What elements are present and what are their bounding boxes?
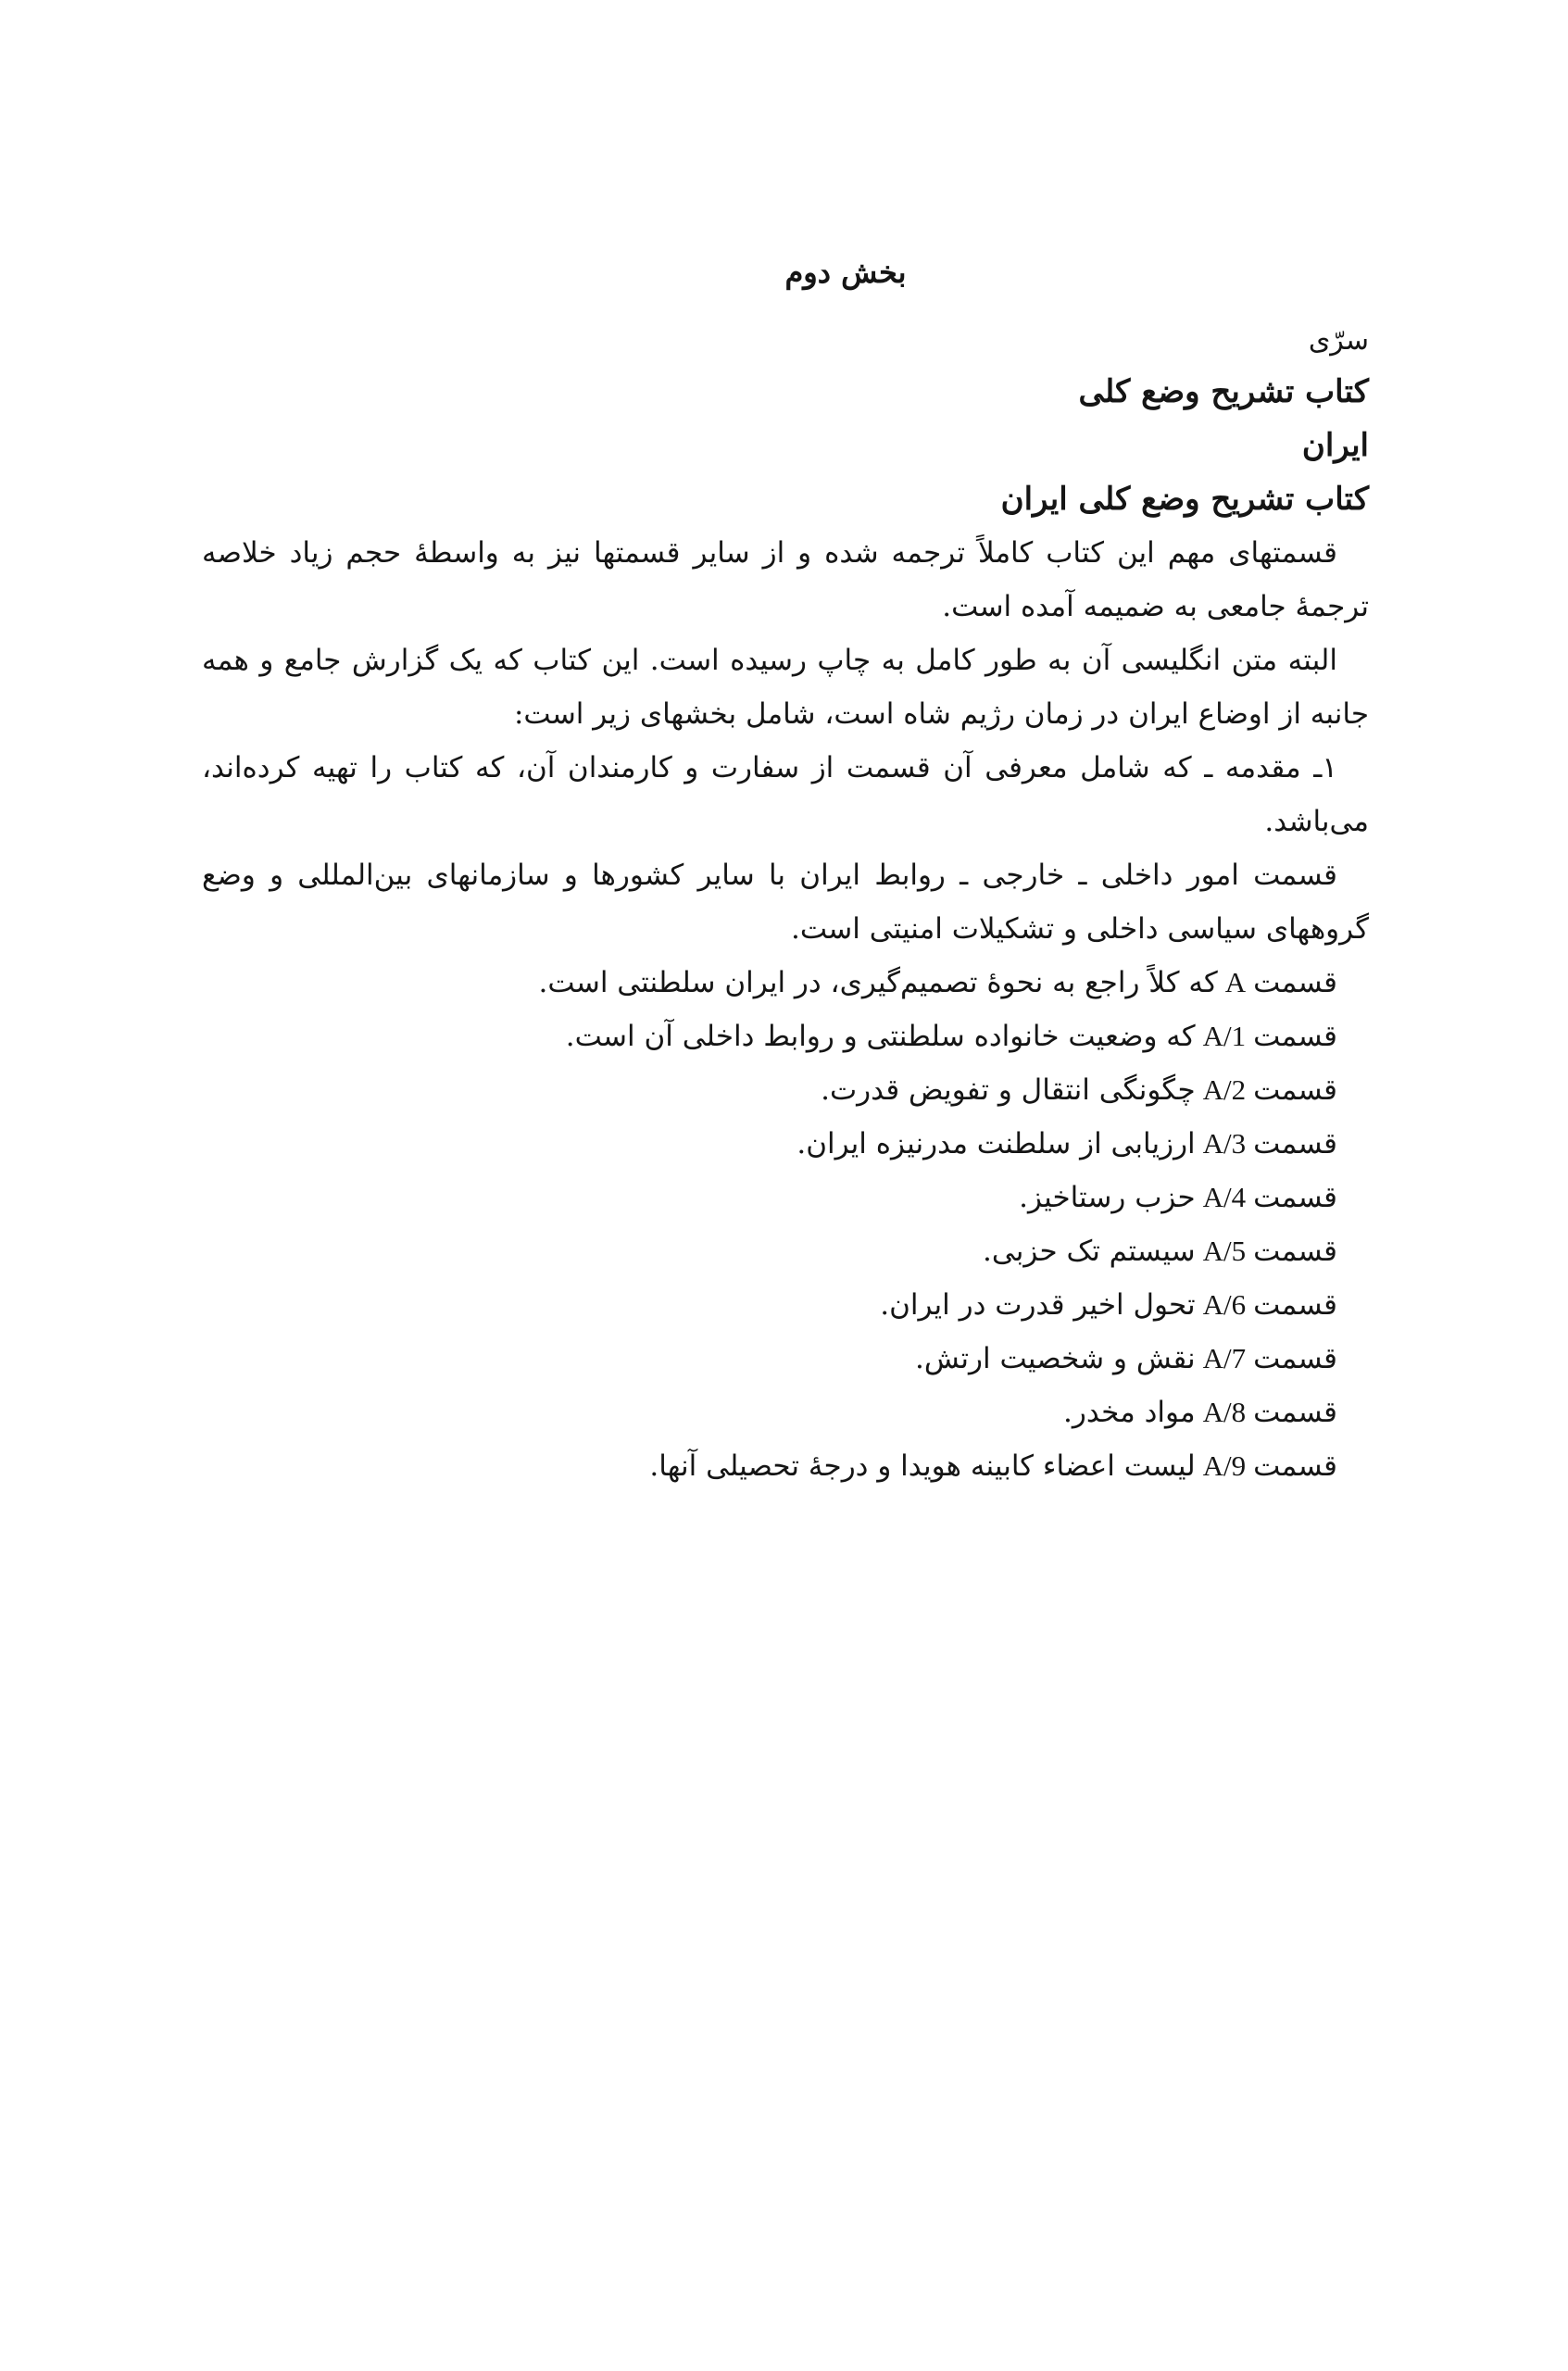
part-prefix: قسمت [1253,1342,1337,1375]
part-prefix: قسمت [1253,1235,1337,1268]
section-heading: بخش دوم [784,255,907,290]
part-code: A/5 [1202,1235,1247,1267]
part-text: تحول اخیر قدرت در ایران. [880,1288,1196,1322]
part-code: A/6 [1202,1288,1247,1321]
part-code: A/3 [1202,1127,1247,1160]
paragraph-translation-note [202,526,1369,634]
paragraph-text: قسمت امور داخلی ـ خارجی ـ روابط ایران با سایر کشورها و سازمانهای بین‌المللی و وضع گروههای سیاسی داخلی و تشکیلات امنیتی است. [202,859,1369,946]
part-text: لیست اعضاء کابینه هویدا و درجهٔ تحصیلی آنها. [649,1449,1196,1483]
part-prefix: قسمت [1253,1449,1337,1483]
part-code: A/8 [1202,1396,1247,1428]
part-item-a6 [202,1278,1369,1332]
part-code: A/1 [1202,1020,1247,1052]
part-text: که کلاً راجع به نحوهٔ تصمیم‌گیری، در ایران سلطنتی است. [538,966,1218,999]
part-text: مواد مخدر. [1063,1396,1196,1429]
part-item-a3 [202,1117,1369,1171]
document-body [202,248,1369,1493]
part-code: A/2 [1202,1073,1247,1106]
part-item-a2 [202,1063,1369,1117]
part-item-a9 [202,1439,1369,1493]
part-code: A/7 [1202,1342,1247,1374]
part-prefix: قسمت [1253,1181,1337,1214]
part-code: A [1224,966,1247,998]
part-text: سیستم تک حزبی. [983,1235,1196,1268]
paragraph-text: البته متن انگلیسی آن به طور کامل به چاپ رسیده است. این کتاب که یک گزارش جامع و همه جانبه از اوضاع ایران در زمان رژیم شاه است، شامل بخشهای زیر است: [202,644,1369,731]
part-code: A/4 [1202,1181,1247,1213]
part-item-a [202,956,1369,1010]
paragraph-internal-external-affairs [202,848,1369,956]
part-prefix: قسمت [1253,1288,1337,1322]
part-text: چگونگی انتقال و تفویض قدرت. [821,1073,1196,1107]
parts-list [202,956,1369,1493]
part-prefix: قسمت [1253,1127,1337,1160]
part-item-a8 [202,1386,1369,1439]
part-item-a5 [202,1224,1369,1278]
book-title-line: کتاب تشریح وضع کلی [1078,373,1369,410]
paragraph-text: ۱ـ مقدمه ـ که شامل معرفی آن قسمت از سفارت و کارمندان آن، که کتاب را تهیه کرده‌اند، می‌باشد. [202,751,1369,838]
classification-label: سرّی [1308,324,1369,357]
part-item-a7 [202,1332,1369,1386]
full-title-line: کتاب تشریح وضع کلی ایران [1000,481,1369,518]
part-text: ارزیابی از سلطنت مدرنیزه ایران. [797,1127,1196,1160]
part-text: حزب رستاخیز. [1019,1181,1196,1214]
part-prefix: قسمت [1253,1020,1337,1053]
part-item-a1 [202,1010,1369,1063]
part-prefix: قسمت [1253,1073,1337,1107]
paragraph-english-text-note [202,634,1369,741]
part-text: که وضعیت خانواده سلطنتی و روابط داخلی آن است. [565,1020,1196,1053]
part-text: نقش و شخصیت ارتش. [915,1342,1196,1375]
part-prefix: قسمت [1253,1396,1337,1429]
paragraph-text: قسمتهای مهم این کتاب کاملاً ترجمه شده و از سایر قسمتها نیز به واسطهٔ حجم زیاد خلاصه ترجمهٔ جامعی به ضمیمه آمده است. [202,536,1369,623]
paragraph-introduction [202,741,1369,848]
part-item-a4 [202,1171,1369,1224]
country-line: ایران [1301,427,1369,464]
part-code: A/9 [1202,1449,1247,1482]
part-prefix: قسمت [1253,966,1337,999]
